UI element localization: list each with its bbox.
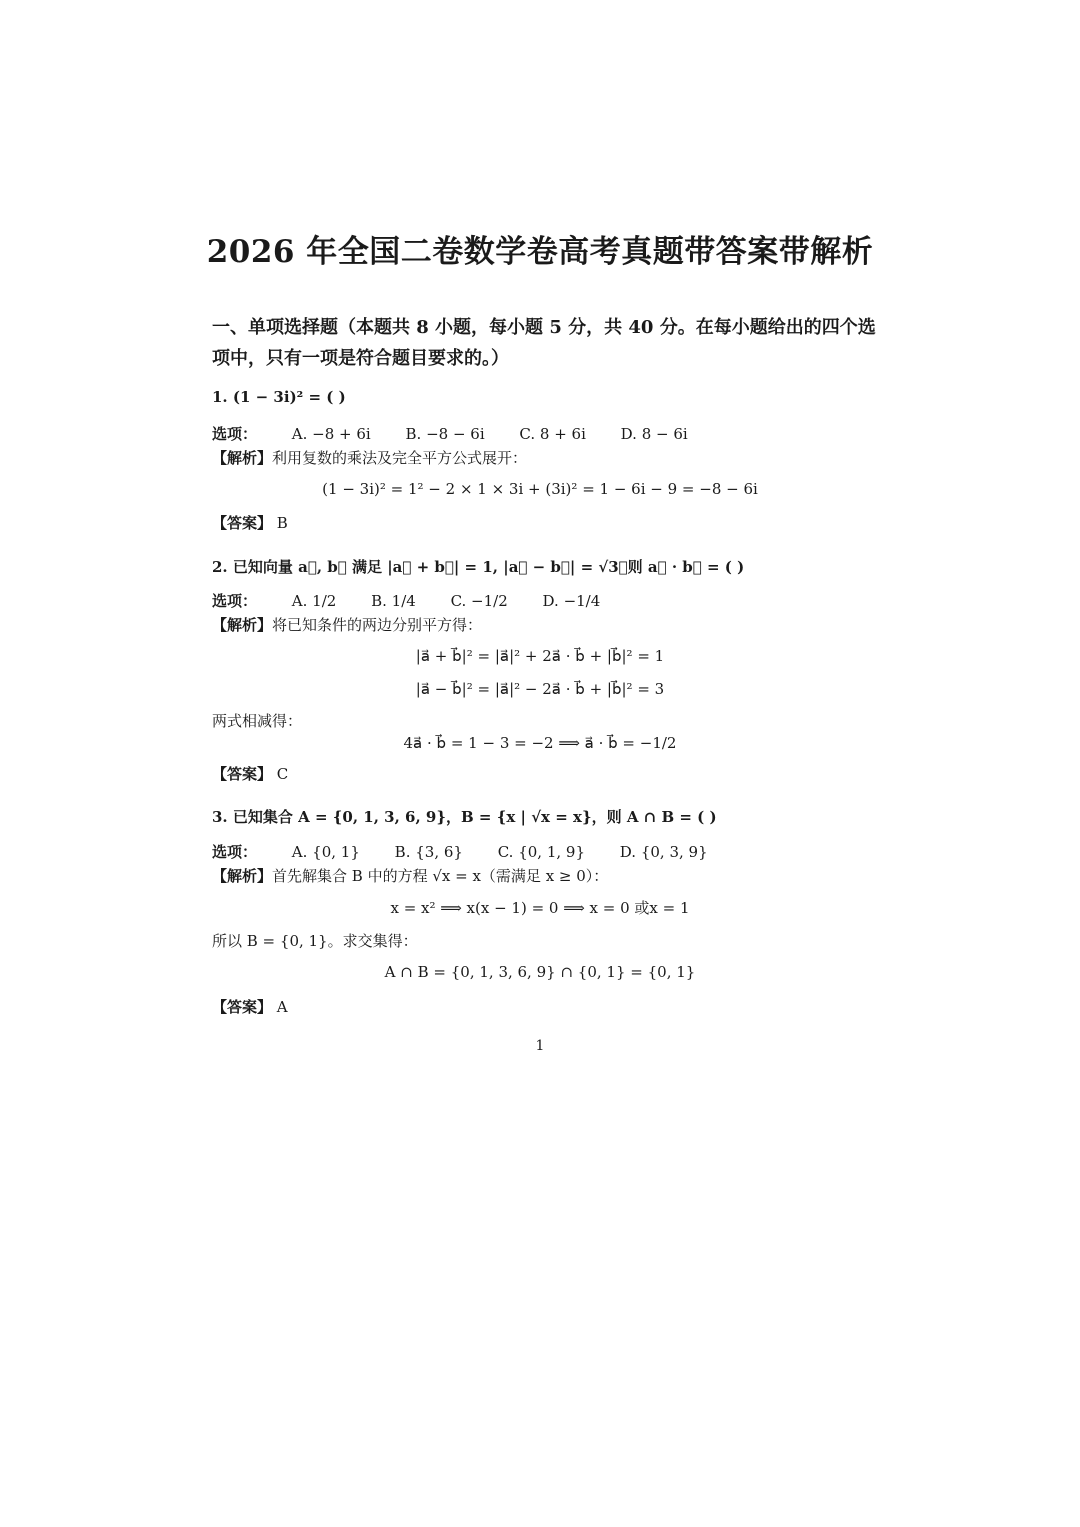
question-2-equation-1: |a⃗ + b⃗|² = |a⃗|² + 2a⃗ · b⃗ + |b⃗|² = 1 — [415, 647, 665, 665]
option-c: C. {0, 1, 9} — [497, 843, 586, 861]
section-heading: 一、单项选择题（本题共 8 小题，每小题 5 分，共 40 分。在每小题给出的四个选项中，只有一项是符合题目要求的。） — [212, 317, 876, 369]
question-2-equation-2: |a⃗ − b⃗|² = |a⃗|² − 2a⃗ · b⃗ + |b⃗|² = 3 — [415, 680, 665, 698]
answer-value: C — [276, 765, 289, 783]
question-2-options — [212, 590, 630, 611]
option-d: D. 8 − 6i — [620, 425, 688, 443]
question-3-analysis — [212, 865, 608, 886]
option-b: B. 1/4 — [371, 592, 416, 610]
question-3-equation-2: A ∩ B = {0, 1, 3, 6, 9} ∩ {0, 1} = {0, 1} — [384, 963, 696, 981]
answer-label: 【答案】 — [212, 514, 273, 532]
options-label: 选项： — [212, 425, 258, 443]
option-a: A. 1/2 — [291, 592, 337, 610]
analysis-text: 首先解集合 B 中的方程 √x = x（需满足 x ≥ 0）： — [272, 867, 609, 885]
question-1-analysis — [212, 447, 527, 468]
option-a: A. −8 + 6i — [291, 425, 371, 443]
question-2-answer — [212, 763, 288, 784]
answer-label: 【答案】 — [212, 765, 273, 783]
option-c: C. 8 + 6i — [519, 425, 586, 443]
question-3-answer — [212, 996, 288, 1017]
answer-value: B — [276, 514, 288, 532]
question-2-stem: 2. 已知向量 a⃗, b⃗ 满足 |a⃗ + b⃗| = 1, |a⃗ − b⃗| = √3，则 a⃗ · b⃗ = ( ) — [212, 558, 745, 576]
question-2-mid-text: 两式相减得： — [212, 712, 303, 730]
question-1-answer — [212, 512, 288, 533]
question-1-options — [212, 423, 718, 444]
option-a: A. {0, 1} — [291, 843, 360, 861]
analysis-label: 【解析】 — [212, 867, 273, 885]
option-d: D. {0, 3, 9} — [619, 843, 708, 861]
options-label: 选项： — [212, 843, 258, 861]
question-1-stem: 1. (1 − 3i)² = ( ) — [212, 388, 346, 406]
page-title: 2026 年全国二卷数学卷高考真题带答案带解析 — [206, 234, 874, 270]
analysis-label: 【解析】 — [212, 449, 273, 467]
option-b: B. {3, 6} — [394, 843, 463, 861]
question-3-options — [212, 841, 738, 862]
page-number: 1 — [535, 1038, 545, 1054]
question-2-equation-3: 4a⃗ · b⃗ = 1 − 3 = −2 ⟹ a⃗ · b⃗ = −1/2 — [403, 734, 677, 752]
question-3-equation-1: x = x² ⟹ x(x − 1) = 0 ⟹ x = 0 或x = 1 — [390, 899, 690, 917]
analysis-text: 将已知条件的两边分别平方得： — [272, 616, 483, 634]
option-d: D. −1/4 — [542, 592, 601, 610]
question-1-equation: (1 − 3i)² = 1² − 2 × 1 × 3i + (3i)² = 1 − 6i − 9 = −8 − 6i — [322, 480, 758, 498]
question-3-mid-text: 所以 B = {0, 1}。求交集得： — [212, 932, 418, 950]
question-3-stem: 3. 已知集合 A = {0, 1, 3, 6, 9}，B = {x | √x = x}，则 A ∩ B = ( ) — [212, 808, 717, 826]
answer-value: A — [276, 998, 288, 1016]
option-c: C. −1/2 — [450, 592, 508, 610]
question-2-analysis — [212, 614, 482, 635]
analysis-text: 利用复数的乘法及完全平方公式展开： — [272, 449, 528, 467]
option-b: B. −8 − 6i — [405, 425, 485, 443]
answer-label: 【答案】 — [212, 998, 273, 1016]
options-label: 选项： — [212, 592, 258, 610]
analysis-label: 【解析】 — [212, 616, 273, 634]
